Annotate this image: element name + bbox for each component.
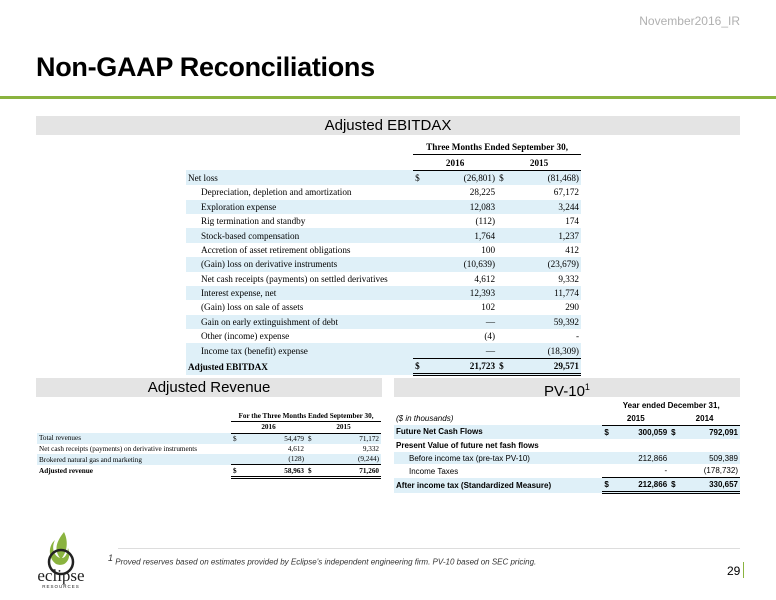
row-label: Net cash receipts (payments) on settled derivatives xyxy=(201,273,388,284)
ebitdax-period-header: Three Months Ended September 30, xyxy=(413,140,581,155)
value-cell: 9,332 xyxy=(362,445,379,454)
value-cell: (128) xyxy=(243,454,306,465)
total-row xyxy=(37,465,381,477)
ebitdax-band: Adjusted EBITDAX xyxy=(36,116,740,135)
table-row xyxy=(186,185,581,199)
currency-symbol: $ xyxy=(231,465,243,477)
row-label: Brokered natural gas and marketing xyxy=(37,454,231,465)
header-tag: November2016_IR xyxy=(639,14,740,28)
table-row xyxy=(186,300,581,314)
table-row xyxy=(394,425,740,438)
currency-symbol xyxy=(497,315,509,329)
pv10-band-sup: 1 xyxy=(584,382,590,392)
ebitdax-table xyxy=(186,140,581,376)
currency-symbol xyxy=(413,257,425,271)
value-cell xyxy=(681,439,740,452)
value-cell: 54,479 xyxy=(243,433,306,444)
value-cell: 100 xyxy=(481,244,496,255)
currency-symbol xyxy=(602,452,614,465)
value-cell: 71,172 xyxy=(318,433,381,444)
currency-symbol xyxy=(497,214,509,228)
currency-symbol xyxy=(497,329,509,343)
value-cell: 212,866 xyxy=(615,478,670,493)
row-label: Present Value of future net fash flows xyxy=(396,440,539,450)
row-label: Rig termination and standby xyxy=(201,216,306,227)
currency-symbol xyxy=(413,243,425,257)
value-cell: - xyxy=(575,331,579,342)
row-label: (Gain) loss on derivative instruments xyxy=(186,257,413,271)
value-cell: 4,612 xyxy=(287,445,304,454)
table-row xyxy=(186,315,581,329)
value-cell: 12,083 xyxy=(425,200,497,214)
currency-symbol: $ xyxy=(413,358,425,374)
table-row xyxy=(394,452,740,465)
currency-symbol xyxy=(413,343,425,358)
currency-symbol: $ xyxy=(306,465,318,477)
table-row xyxy=(394,464,740,477)
currency-symbol xyxy=(413,214,425,228)
pv10-band xyxy=(394,378,740,400)
total-value: 71,260 xyxy=(318,465,381,477)
currency-symbol: $ xyxy=(669,478,681,493)
page-number: 29 xyxy=(727,564,741,578)
currency-symbol: $ xyxy=(497,358,509,374)
value-cell: 412 xyxy=(565,244,579,255)
table-row xyxy=(186,170,581,185)
currency-symbol xyxy=(497,272,509,286)
currency-symbol: $ xyxy=(306,433,318,444)
eclipse-logo xyxy=(20,528,102,590)
row-label: Depreciation, depletion and amortization xyxy=(201,187,352,198)
value-cell: (10,639) xyxy=(425,257,497,271)
currency-symbol: $ xyxy=(497,170,509,185)
value-cell: 792,091 xyxy=(681,425,740,438)
total-value: 29,571 xyxy=(509,358,581,374)
value-cell: (112) xyxy=(475,216,496,227)
currency-symbol: $ xyxy=(602,478,614,493)
value-cell: — xyxy=(425,343,497,358)
revenue-band: Adjusted Revenue xyxy=(36,378,382,397)
table-row xyxy=(186,286,581,300)
row-label: Before income tax (pre-tax PV-10) xyxy=(394,452,602,465)
currency-symbol xyxy=(497,300,509,314)
total-label: Adjusted revenue xyxy=(39,467,93,476)
table-row xyxy=(186,214,581,228)
total-label: Adjusted EBITDAX xyxy=(186,358,413,374)
revenue-year-2015: 2015 xyxy=(306,422,381,433)
row-label: Other (income) expense xyxy=(201,331,290,342)
total-value: 21,723 xyxy=(425,358,497,374)
currency-symbol xyxy=(497,200,509,214)
value-cell: (178,732) xyxy=(681,464,740,477)
value-cell: 212,866 xyxy=(615,452,670,465)
table-row xyxy=(186,329,581,343)
total-row xyxy=(186,358,581,374)
value-cell: (81,468) xyxy=(509,170,581,185)
currency-symbol xyxy=(602,439,614,452)
ebitdax-year-2015: 2015 xyxy=(497,155,581,170)
currency-symbol xyxy=(413,272,425,286)
value-cell: 9,332 xyxy=(558,273,579,284)
currency-symbol xyxy=(497,286,509,300)
value-cell: 290 xyxy=(565,302,579,313)
table-row xyxy=(186,272,581,286)
pv10-period-header: Year ended December 31, xyxy=(622,400,720,410)
row-label: Stock-based compensation xyxy=(186,228,413,242)
pv10-band-label: PV-10 xyxy=(544,383,585,400)
value-cell: 28,225 xyxy=(469,187,496,198)
table-row xyxy=(394,478,740,493)
revenue-period-header: For the Three Months Ended September 30, xyxy=(231,411,381,422)
pv10-unit-label: ($ in thousands) xyxy=(396,414,454,424)
value-cell: 300,059 xyxy=(615,425,670,438)
row-label: Net loss xyxy=(186,170,413,185)
currency-symbol xyxy=(413,286,425,300)
value-cell: 3,244 xyxy=(509,200,581,214)
table-row xyxy=(37,433,381,444)
currency-symbol xyxy=(497,343,509,358)
row-label: Accretion of asset retirement obligations xyxy=(201,244,351,255)
currency-symbol xyxy=(413,185,425,199)
currency-symbol xyxy=(669,464,681,477)
revenue-year-2016: 2016 xyxy=(231,422,306,433)
page-title: Non-GAAP Reconciliations xyxy=(36,52,375,82)
row-label: Total revenues xyxy=(37,433,231,444)
footnote-mark: 1 xyxy=(108,553,114,563)
currency-symbol xyxy=(413,315,425,329)
row-label: After income tax (Standardized Measure) xyxy=(394,478,602,493)
currency-symbol xyxy=(231,444,243,454)
row-label: Income Taxes xyxy=(409,466,459,476)
value-cell: 67,172 xyxy=(553,187,579,198)
currency-symbol xyxy=(497,257,509,271)
currency-symbol: $ xyxy=(413,170,425,185)
pv10-year-2015: 2015 xyxy=(602,412,669,425)
pv10-table xyxy=(394,399,740,494)
table-row xyxy=(186,243,581,257)
value-cell: (9,244) xyxy=(318,454,381,465)
title-divider xyxy=(0,96,776,99)
currency-symbol xyxy=(231,454,243,465)
value-cell: 4,612 xyxy=(474,273,496,284)
footnote-text: Proved reserves based on estimates provided by Eclipse's independent engineering firm. PV-10 based on SEC pricing. xyxy=(115,557,537,567)
currency-symbol: $ xyxy=(231,433,243,444)
value-cell: 174 xyxy=(565,216,579,227)
row-label: (Gain) loss on sale of assets xyxy=(201,302,304,313)
pv10-year-2014: 2014 xyxy=(669,412,740,425)
table-row xyxy=(186,257,581,271)
currency-symbol xyxy=(602,464,614,477)
row-label: Income tax (benefit) expense xyxy=(186,343,413,358)
currency-symbol xyxy=(306,454,318,465)
row-label: Interest expense, net xyxy=(186,286,413,300)
value-cell: (23,679) xyxy=(509,257,581,271)
value-cell: 59,392 xyxy=(509,315,581,329)
logo-text: eclipse xyxy=(37,566,85,585)
currency-symbol: $ xyxy=(602,425,614,438)
currency-symbol xyxy=(497,228,509,242)
value-cell: 330,657 xyxy=(681,478,740,493)
currency-symbol xyxy=(497,185,509,199)
value-cell: 1,764 xyxy=(425,228,497,242)
value-cell: (4) xyxy=(484,331,496,342)
table-row xyxy=(186,200,581,214)
value-cell: 1,237 xyxy=(509,228,581,242)
table-row xyxy=(186,228,581,242)
footnote-divider xyxy=(118,548,740,549)
value-cell: 509,389 xyxy=(681,452,740,465)
page-number-bar xyxy=(743,562,744,578)
currency-symbol xyxy=(413,228,425,242)
row-label: Gain on early extinguishment of debt xyxy=(186,315,413,329)
revenue-table xyxy=(37,411,381,479)
table-row xyxy=(37,454,381,465)
value-cell: (18,309) xyxy=(509,343,581,358)
currency-symbol xyxy=(413,200,425,214)
currency-symbol xyxy=(413,300,425,314)
footnote xyxy=(108,553,536,567)
currency-symbol xyxy=(669,452,681,465)
value-cell: — xyxy=(425,315,497,329)
value-cell: 12,393 xyxy=(425,286,497,300)
value-cell: - xyxy=(615,464,670,477)
logo-subtext: RESOURCES xyxy=(42,584,80,589)
row-label: Future Net Cash Flows xyxy=(394,425,602,438)
currency-symbol: $ xyxy=(669,425,681,438)
ebitdax-year-2016: 2016 xyxy=(413,155,497,170)
table-row xyxy=(37,444,381,454)
currency-symbol xyxy=(669,439,681,452)
currency-symbol xyxy=(306,444,318,454)
value-cell: 102 xyxy=(481,302,496,313)
value-cell xyxy=(615,439,670,452)
currency-symbol xyxy=(413,329,425,343)
value-cell: (26,801) xyxy=(425,170,497,185)
value-cell: 11,774 xyxy=(509,286,581,300)
row-label: Exploration expense xyxy=(186,200,413,214)
table-row xyxy=(394,439,740,452)
row-label: Net cash receipts (payments) on derivative instruments xyxy=(39,445,198,454)
currency-symbol xyxy=(497,243,509,257)
table-row xyxy=(186,343,581,358)
total-value: 58,963 xyxy=(243,465,306,477)
